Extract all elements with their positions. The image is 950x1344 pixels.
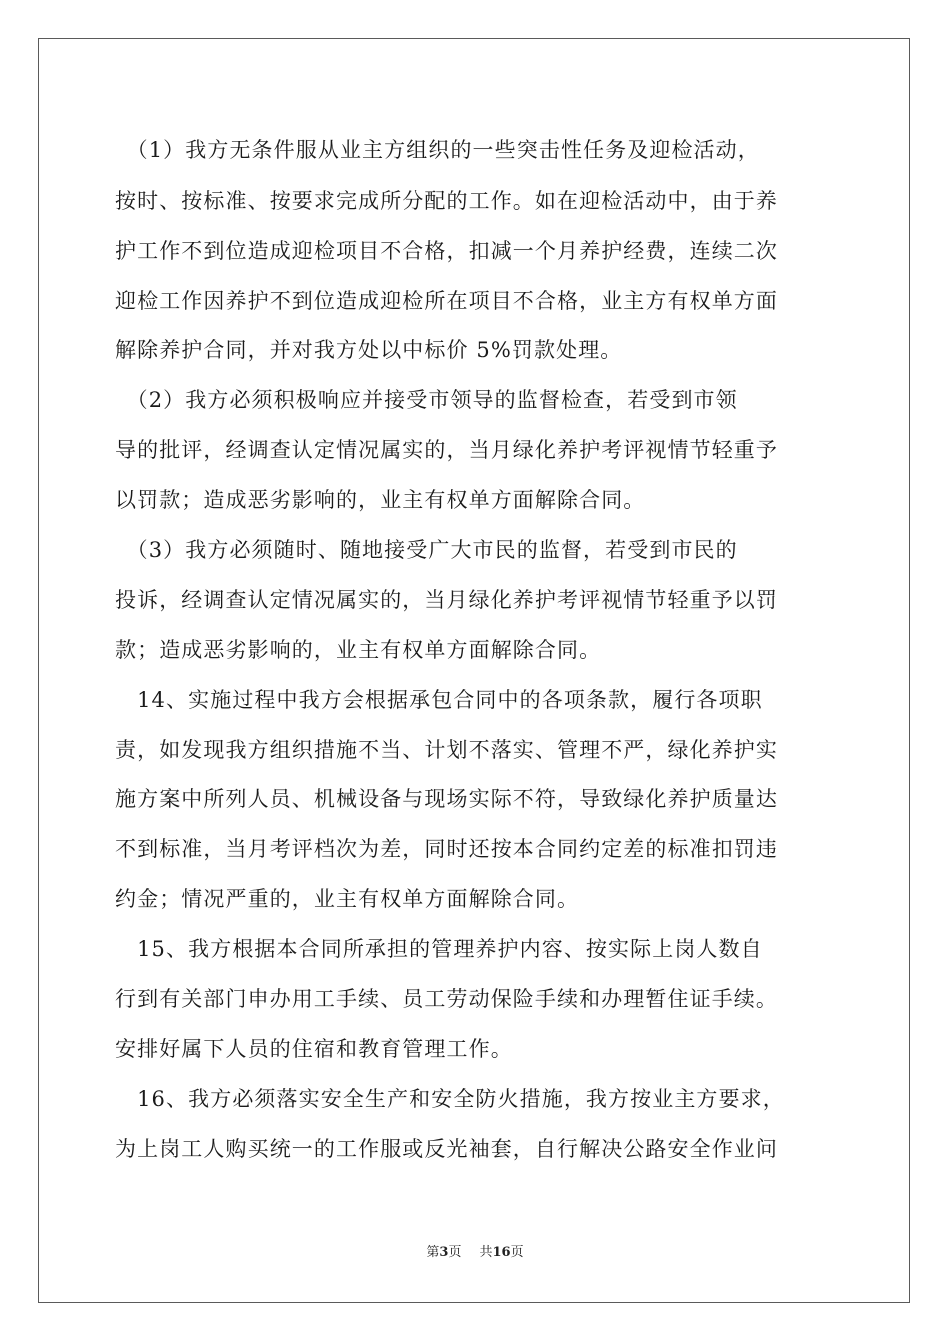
text-line: 施方案中所列人员、机械设备与现场实际不符，导致绿化养护质量达 — [115, 787, 778, 811]
text-line: 15、我方根据本合同所承担的管理养护内容、按实际上岗人数自 — [115, 937, 763, 961]
text-line: 14、实施过程中我方会根据承包合同中的各项条款，履行各项职 — [115, 688, 763, 712]
text-line: 按时、按标准、按要求完成所分配的工作。如在迎检活动中，由于养 — [115, 189, 778, 213]
footer-total-number: 16 — [492, 1245, 511, 1260]
text-line: 为上岗工人购买统一的工作服或反光袖套，自行解决公路安全作业问 — [115, 1137, 778, 1161]
page-footer — [0, 1244, 950, 1262]
text-line: 导的批评，经调查认定情况属实的，当月绿化养护考评视情节轻重予 — [115, 438, 778, 462]
text-line: 16、我方必须落实安全生产和安全防火措施，我方按业主方要求， — [115, 1087, 785, 1111]
footer-page-prefix: 第 — [426, 1245, 440, 1260]
footer-total-prefix: 共 — [479, 1245, 493, 1260]
text-line: 解除养护合同，并对我方处以中标价 5%罚款处理。 — [115, 338, 623, 362]
text-line: 投诉，经调查认定情况属实的，当月绿化养护考评视情节轻重予以罚 — [115, 588, 778, 612]
footer-total-suffix: 页 — [510, 1245, 524, 1260]
text-line: 安排好属下人员的住宿和教育管理工作。 — [115, 1037, 513, 1061]
text-line: 护工作不到位造成迎检项目不合格，扣减一个月养护经费，连续二次 — [115, 239, 778, 263]
text-line: （1）我方无条件服从业主方组织的一些突击性任务及迎检活动， — [115, 138, 760, 162]
text-line: 约金；情况严重的，业主有权单方面解除合同。 — [115, 887, 580, 911]
text-line: 款；造成恶劣影响的，业主有权单方面解除合同。 — [115, 638, 602, 662]
text-line: （2）我方必须积极响应并接受市领导的监督检查，若受到市领 — [115, 388, 738, 412]
footer-page-suffix: 页 — [448, 1245, 462, 1260]
footer-page-number: 3 — [439, 1245, 449, 1260]
text-line: 不到标准，当月考评档次为差，同时还按本合同约定差的标准扣罚违 — [115, 837, 778, 861]
text-line: 责，如发现我方组织措施不当、计划不落实、管理不严，绿化养护实 — [115, 738, 778, 762]
text-line: 以罚款；造成恶劣影响的，业主有权单方面解除合同。 — [115, 488, 646, 512]
text-line: 迎检工作因养护不到位造成迎检所在项目不合格，业主方有权单方面 — [115, 289, 778, 313]
text-line: （3）我方必须随时、随地接受广大市民的监督，若受到市民的 — [115, 538, 738, 562]
text-line: 行到有关部门申办用工手续、员工劳动保险手续和办理暂住证手续。 — [115, 987, 778, 1011]
